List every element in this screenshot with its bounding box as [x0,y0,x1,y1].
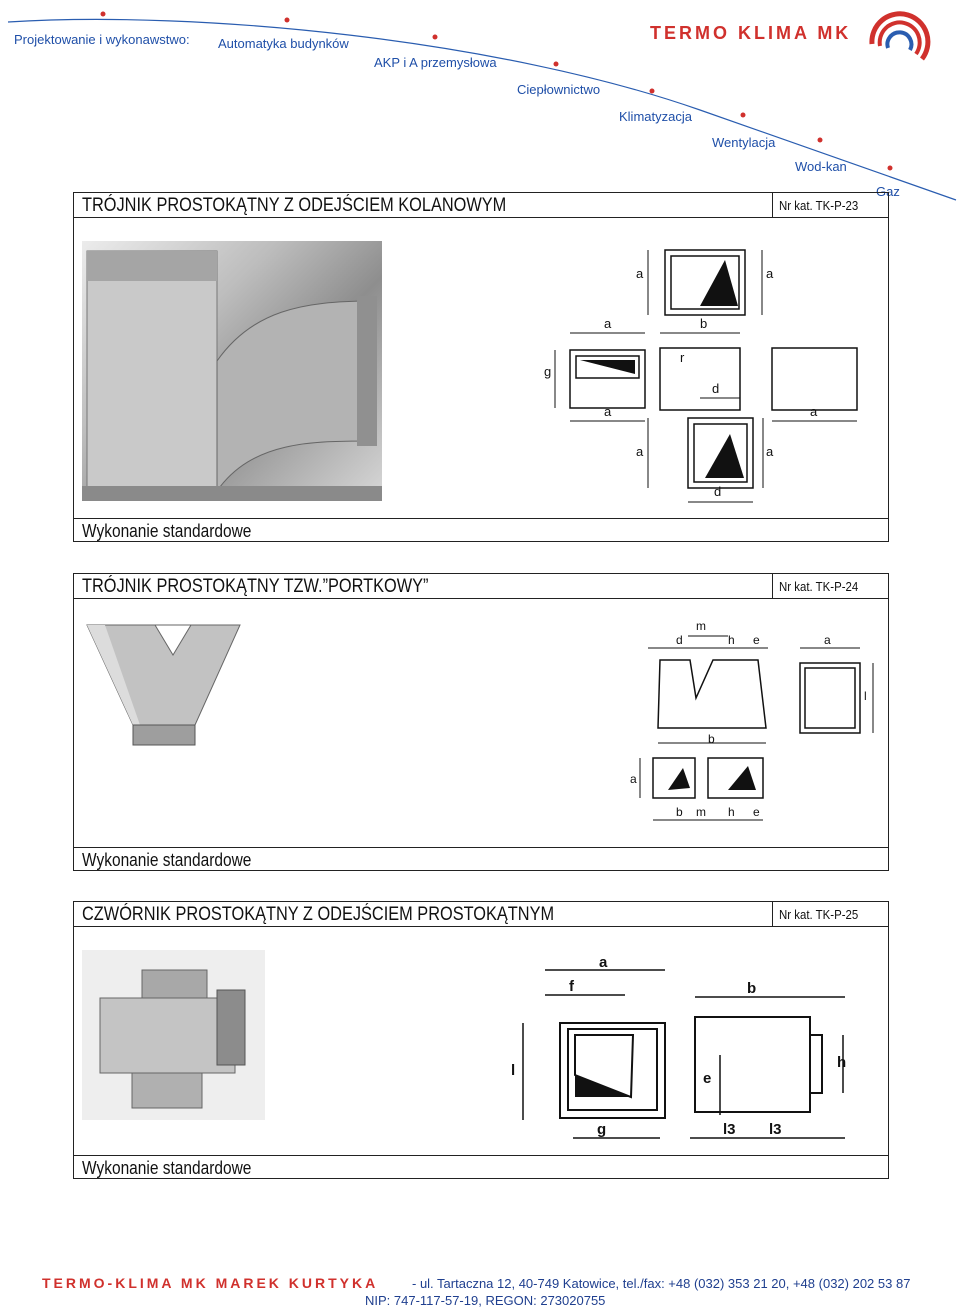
product-1-execution-row [73,518,889,542]
product-2-execution: Wykonanie standardowe [82,850,252,870]
category-cieplownictwo: Ciepłownictwo [517,82,601,97]
product-2-label: e [753,805,760,819]
product-1-catalog-cell [772,193,888,217]
product-3-title: CZWÓRNIK PROSTOKĄTNY Z ODEJŚCIEM PROSTOKĄTNYM [82,904,555,925]
category-akpia: AKP i A przemysłowa [374,55,497,70]
product-1-photo [82,241,382,501]
footer-company: TERMO-KLIMA MK MAREK KURTYKA [42,1275,379,1291]
product-2-label: b [676,805,683,819]
product-3-label: g [597,1121,607,1138]
product-1-label: a [636,266,644,281]
product-3-label: l [511,1062,516,1079]
product-3-execution-row [73,1155,889,1179]
product-2-label: d [676,633,683,647]
product-3-execution: Wykonanie standardowe [82,1158,252,1178]
product-3-photo-drawing [82,950,265,1120]
product-3-label: f [569,978,574,995]
product-1-label: a [604,316,612,331]
product-3-label: h [837,1054,847,1071]
product-1-label: a [810,404,818,419]
product-1-catalog: Nr kat. TK-P-23 [779,198,859,213]
category-automatyka: Automatyka budynków [218,36,349,51]
product-1-label: g [544,364,552,379]
product-3-label: b [747,980,757,997]
product-1-technical-drawing [540,238,880,513]
product-1-execution: Wykonanie standardowe [82,521,252,541]
product-3-catalog-cell [772,902,888,926]
product-3-title-row [73,901,889,927]
brand-logo-text: TERMO KLIMA MK [650,23,852,43]
brand-logo-icon [862,4,934,76]
product-2-photo [85,620,245,750]
product-1-label: a [766,266,774,281]
product-2-technical-drawing [628,618,883,828]
product-2-label: a [824,633,831,647]
product-3-label: l3 [769,1121,782,1138]
footer-ids: NIP: 747-117-57-19, REGON: 273020755 [365,1293,606,1308]
product-3-catalog: Nr kat. TK-P-25 [779,907,859,922]
product-1-label: a [766,444,774,459]
product-1-photo-drawing [82,241,382,501]
product-1-label: b [700,316,708,331]
product-1-label: a [636,444,644,459]
product-1-label: r [680,350,685,365]
product-2-label: h [728,805,735,819]
product-2-label: h [728,633,735,647]
product-2-title-row [73,573,889,599]
product-1-title-row [73,192,889,218]
product-2-catalog-cell [772,574,888,598]
category-wentylacja: Wentylacja [712,135,776,150]
header-intro: Projektowanie i wykonawstwo: [14,32,190,47]
product-2-label: m [696,619,706,633]
product-2-label: e [753,633,760,647]
product-3-label: a [599,955,608,971]
product-2-execution-row [73,847,889,871]
footer-address: - ul. Tartaczna 12, 40-749 Katowice, tel./fax: +48 (032) 353 21 20, +48 (032) 202 53 87 [412,1276,911,1291]
product-1-label: d [712,381,720,396]
product-2-label: b [708,732,715,746]
product-2-title: TRÓJNIK PROSTOKĄTNY TZW.”PORTKOWY” [82,576,429,597]
product-3-photo [82,950,265,1120]
product-2-label: m [696,805,706,819]
product-2-label: l [864,689,867,703]
product-3-label: e [703,1070,712,1087]
category-klimatyzacja: Klimatyzacja [619,109,692,124]
product-1-label: d [714,484,722,499]
product-1-label: a [604,404,612,419]
product-3-technical-drawing [505,955,870,1145]
product-3-label: l3 [723,1121,736,1138]
product-2-label: a [630,772,637,786]
product-1-title: TRÓJNIK PROSTOKĄTNY Z ODEJŚCIEM KOLANOWYM [82,195,507,216]
category-wodkan: Wod-kan [795,159,847,174]
category-gaz: Gaz [876,184,900,199]
product-2-catalog: Nr kat. TK-P-24 [779,579,859,594]
